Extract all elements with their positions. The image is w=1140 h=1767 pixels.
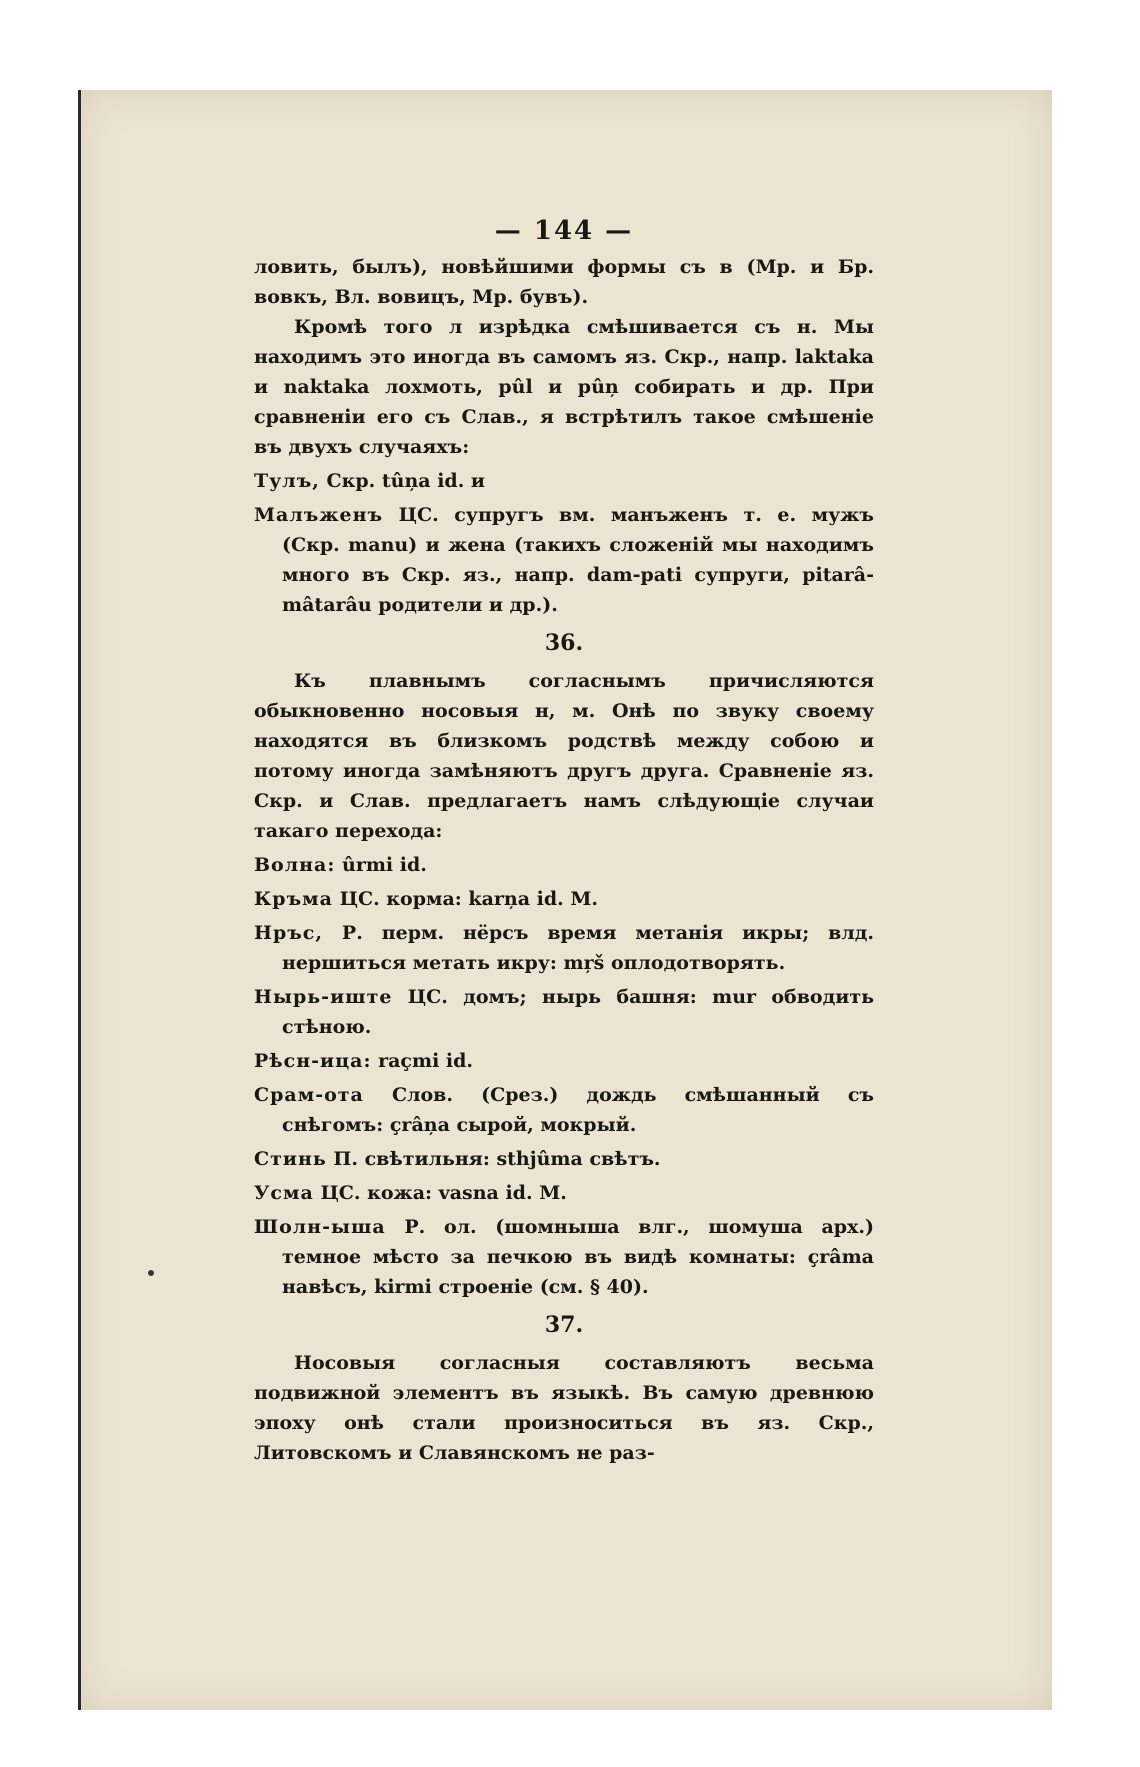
entry-text: Р. ол. (шомныша влг., шомуша арх.) темное мѣсто за печкою въ видѣ комнаты: çrâma навѣсъ, kirmi строеніе (см. § 40). [282, 1216, 874, 1298]
entry-text: П. свѣтильня: sthjûma свѣтъ. [333, 1148, 661, 1170]
paragraph-2: Кромѣ того л изрѣдка смѣшивается съ н. Мы находимъ это иногда въ самомъ яз. Скр., напр. laktaka и naktaka лохмоть, pûl и pûņ собирать и др. При сравненіи его съ Слав., я встрѣтилъ такое смѣшеніе въ двухъ случаяхъ: [254, 316, 874, 458]
entry-headword: Волна: [254, 854, 336, 876]
scanned-page [78, 90, 1052, 1710]
paragraph-3: Къ плавнымъ согласнымъ причисляются обыкновенно носовыя н, м. Онѣ по звуку своему находятся въ близкомъ родствѣ между собою и потому иногда замѣняютъ другъ друга. Сравненіе яз. Скр. и Слав. предлагаетъ намъ слѣдующіе случаи такаго перехода: [254, 670, 874, 842]
entry [254, 500, 874, 620]
entry-text: ЦС. корма: karņa id. М. [339, 888, 599, 910]
page-number: — 144 — [494, 216, 634, 246]
entry-headword: Кръма [254, 888, 333, 910]
section-number-36: 36. [544, 630, 584, 656]
entry-headword: Срам-ота [254, 1084, 364, 1106]
page-text [254, 214, 874, 1468]
entry [254, 918, 874, 978]
entry-headword: Рѣсн-ица: [254, 1050, 372, 1072]
entry-text: ûrmi id. [342, 854, 427, 876]
page-edge [78, 90, 81, 1710]
entry [254, 466, 874, 496]
entry [254, 1046, 874, 1076]
entry [254, 1212, 874, 1302]
intro-paragraph: ловить, былъ), новѣйшими формы съ в (Мр. и Бр. вовкъ, Вл. вовицъ, Мр. бувъ). [254, 256, 874, 308]
entry [254, 1178, 874, 1208]
entry-headword: Нырь-иште [254, 986, 393, 1008]
paragraph-4: Носовыя согласныя составляютъ весьма подвижной элементъ въ языкѣ. Въ самую древнюю эпоху онѣ стали произноситься въ яз. Скр., Литовскомъ и Славянскомъ не раз- [254, 1352, 874, 1464]
entry [254, 850, 874, 880]
entry-headword: Тулъ, [254, 470, 320, 492]
entry [254, 1144, 874, 1174]
entry-text: ЦС. домъ; нырь башня: mur обводить стѣною. [282, 986, 874, 1038]
section-number-37: 37. [544, 1312, 584, 1338]
entry [254, 884, 874, 914]
entry-headword: Шолн-ыша [254, 1216, 386, 1238]
entry-text: Слов. (Срез.) дождь смѣшанный съ снѣгомъ: çrâņa сырой, мокрый. [282, 1084, 874, 1136]
entry-text: Р. перм. нёрсъ время метанія икры; влд. нершиться метать икру: mŗš оплодотворять. [282, 922, 874, 974]
entry [254, 982, 874, 1042]
margin-dot [148, 1270, 154, 1276]
entry-text: Скр. tûņa id. и [326, 470, 486, 492]
entry-headword: Нръс, [254, 922, 323, 944]
entry [254, 1080, 874, 1140]
entry-headword: Малъженъ [254, 504, 384, 526]
entry-text: ЦС. супругъ вм. манъженъ т. е. мужъ (Скр. manu) и жена (такихъ сложеній мы находимъ много въ Скр. яз., напр. dam-pati супруги, pitarâ-mâtarâu родители и др.). [282, 504, 875, 616]
entry-text: raçmi id. [378, 1050, 474, 1072]
entry-text: ЦС. кожа: vasna id. М. [320, 1182, 567, 1204]
entry-headword: Стинь [254, 1148, 327, 1170]
entry-headword: Усма [254, 1182, 314, 1204]
